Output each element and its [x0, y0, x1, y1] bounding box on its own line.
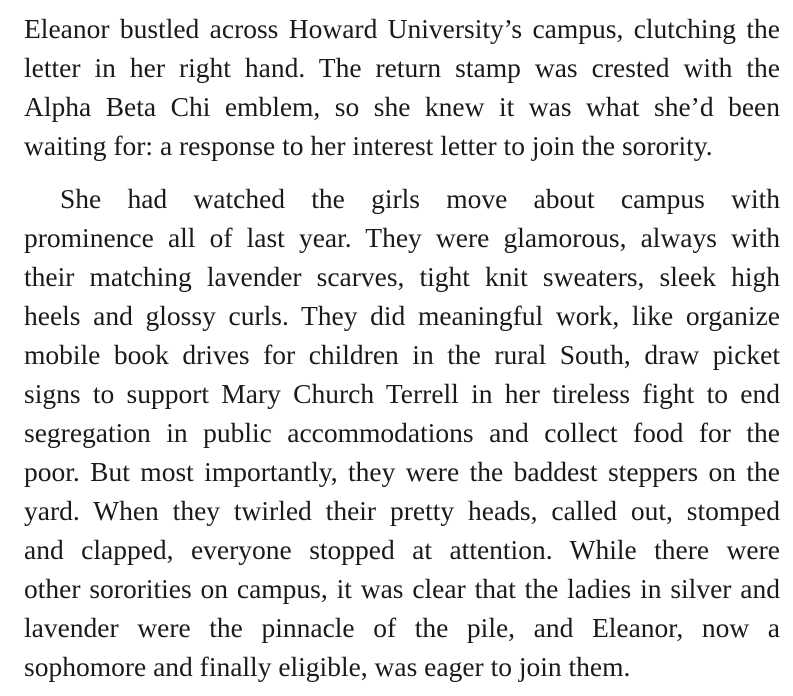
- text-line: letter in her right hand. The return stamp was crested with the: [24, 52, 780, 83]
- text-line: waiting for: a response to her interest letter to join the sorority.: [24, 130, 713, 161]
- text-line: segregation in public accommodations and collect food for the: [24, 417, 780, 448]
- text-line: She had watched the girls move about campus with: [60, 183, 780, 214]
- paragraph-1: [24, 9, 780, 165]
- text-line: yard. When they twirled their pretty heads, called out, stomped: [24, 495, 780, 526]
- text-line: sophomore and finally eligible, was eager to join them.: [24, 651, 631, 682]
- text-line: signs to support Mary Church Terrell in her tireless fight to end: [24, 378, 780, 409]
- text-line: prominence all of last year. They were glamorous, always with: [24, 222, 780, 253]
- text-line: and clapped, everyone stopped at attention. While there were: [24, 534, 780, 565]
- text-line: lavender were the pinnacle of the pile, and Eleanor, now a: [24, 612, 780, 643]
- text-line: Alpha Beta Chi emblem, so she knew it was what she’d been: [24, 91, 780, 122]
- text-line: mobile book drives for children in the rural South, draw picket: [24, 339, 780, 370]
- text-line: heels and glossy curls. They did meaningful work, like organize: [24, 300, 780, 331]
- text-line: other sororities on campus, it was clear that the ladies in silver and: [24, 573, 780, 604]
- text-line: Eleanor bustled across Howard University’s campus, clutching the: [24, 13, 780, 44]
- document-page: [24, 9, 780, 686]
- paragraph-2: [24, 179, 780, 686]
- text-line: poor. But most importantly, they were the baddest steppers on the: [24, 456, 780, 487]
- text-line: their matching lavender scarves, tight knit sweaters, sleek high: [24, 261, 780, 292]
